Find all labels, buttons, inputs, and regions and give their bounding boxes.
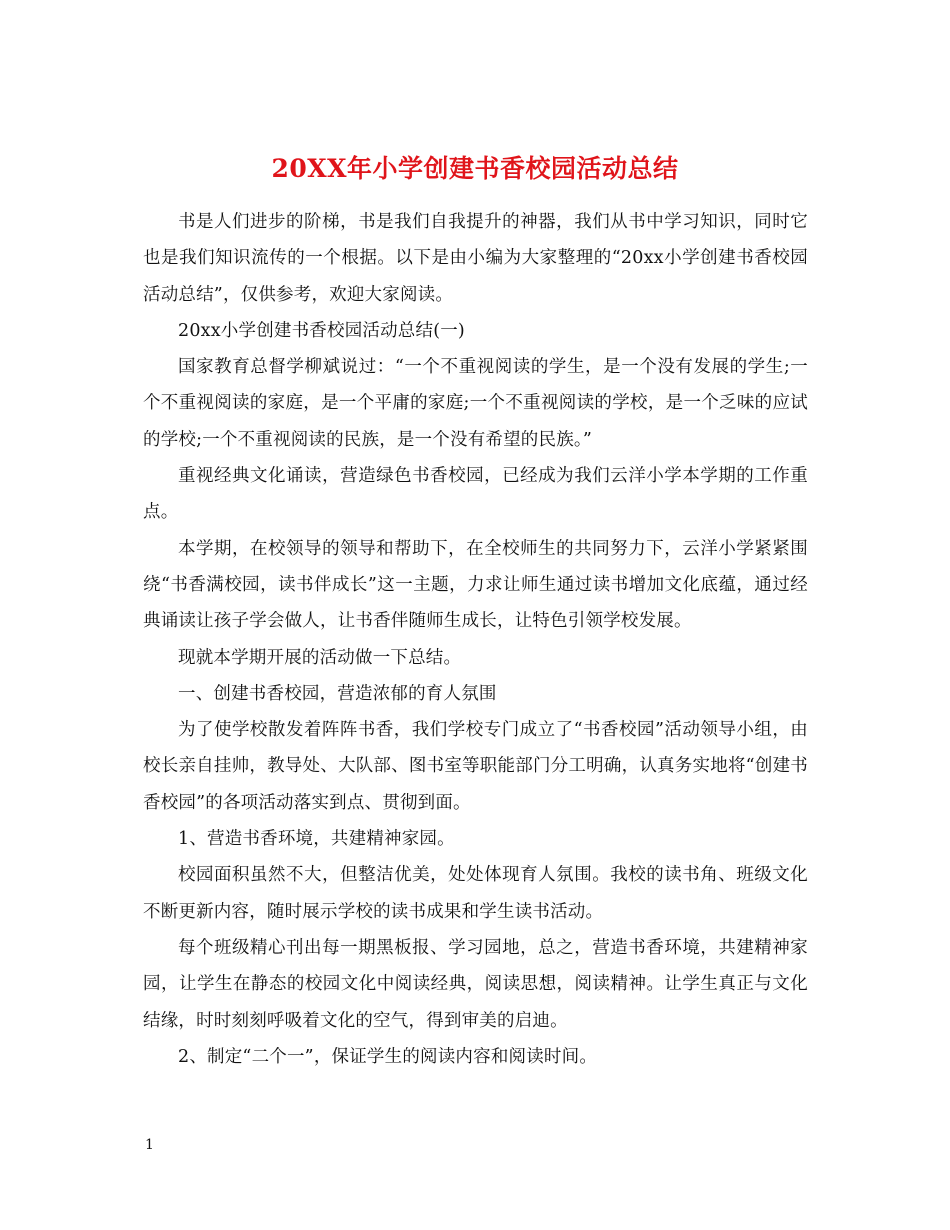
- paragraph-campus: 校园面积虽然不大，但整洁优美，处处体现育人氛围。我校的读书角、班级文化不断更新内容，随时展示学校的读书成果和学生读书活动。: [143, 865, 808, 922]
- subheading-2: 2、制定“二个一”，保证学生的阅读内容和阅读时间。: [178, 1046, 598, 1067]
- subheading-1: 1、营造书香环境，共建精神家园。: [178, 829, 455, 850]
- document-body: [143, 204, 808, 1075]
- paragraph-class: 每个班级精心刊出每一期黑板报、学习园地，总之，营造书香环境，共建精神家园，让学生在静态的校园文化中阅读经典，阅读思想，阅读精神。让学生真正与文化结缘，时时刻刻呼吸着文化的空气，得到审美的启迪。: [143, 937, 808, 1031]
- paragraph-focus: 重视经典文化诵读，营造绿色书香校园，已经成为我们云洋小学本学期的工作重点。: [143, 466, 808, 523]
- paragraph-summary-intro: 现就本学期开展的活动做一下总结。: [178, 647, 462, 668]
- paragraph-intro: 书是人们进步的阶梯，书是我们自我提升的神器，我们从书中学习知识，同时它也是我们知识流传的一个根据。以下是由小编为大家整理的“20xx小学创建书香校园活动总结”，仅供参考，欢迎大家阅读。: [143, 212, 808, 305]
- section-heading-2: 一、创建书香校园，营造浓郁的育人氛围: [178, 683, 497, 704]
- paragraph-leadership: 为了使学校散发着阵阵书香，我们学校专门成立了“书香校园”活动领导小组，由校长亲自挂帅，教导处、大队部、图书室等职能部门分工明确，认真务实地将“创建书香校园”的各项活动落实到点、贯彻到面。: [143, 720, 808, 813]
- page-number: 1: [145, 1137, 154, 1153]
- document-title: 20XX年小学创建书香校园活动总结: [271, 153, 679, 183]
- paragraph-semester: 本学期，在校领导的领导和帮助下，在全校师生的共同努力下，云洋小学紧紧围绕“书香满校园，读书伴成长”这一主题，力求让师生通过读书增加文化底蕴，通过经典诵读让孩子学会做人，让书香伴随师生成长，让特色引领学校发展。: [143, 538, 808, 632]
- section-heading-1: 20xx小学创建书香校园活动总结(一): [178, 320, 465, 341]
- paragraph-quote: 国家教育总督学柳斌说过：“一个不重视阅读的学生，是一个没有发展的学生;一个不重视阅读的家庭，是一个平庸的家庭;一个不重视阅读的学校，是一个乏味的应试的学校;一个不重视阅读的民族，是一个没有希望的民族。”: [143, 357, 808, 450]
